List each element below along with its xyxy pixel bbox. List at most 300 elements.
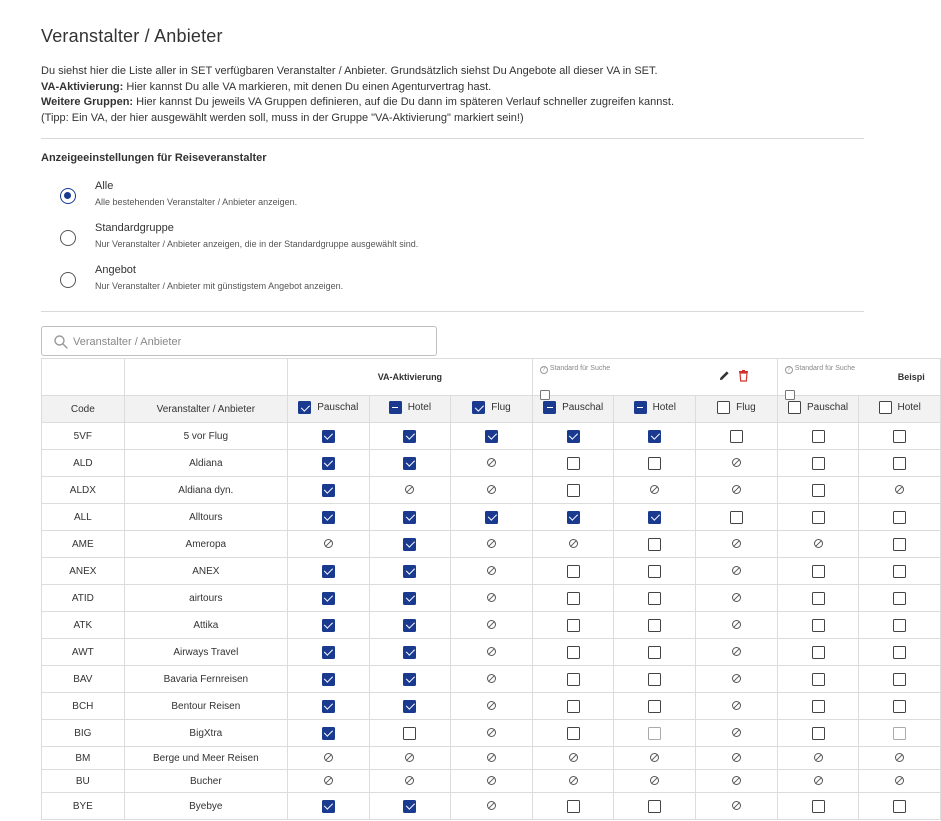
not-available-icon (324, 539, 333, 548)
cell-option (287, 666, 369, 693)
not-available-icon (895, 776, 904, 785)
checkbox[interactable] (812, 800, 825, 813)
cell-option (614, 450, 696, 477)
column-header-code: Code (42, 396, 125, 423)
cell-option (614, 639, 696, 666)
radio-description: Nur Veranstalter / Anbieter mit günstigstem Angebot anzeigen. (95, 281, 344, 291)
cell-name: Ameropa (124, 531, 287, 558)
cell-option (859, 747, 941, 770)
cell-option (859, 585, 941, 612)
column-select-all-checkbox[interactable] (543, 401, 556, 414)
cell-option (777, 720, 859, 747)
cell-option (532, 770, 614, 793)
not-available-icon (487, 701, 496, 710)
cell-option (287, 747, 369, 770)
cell-option (451, 450, 533, 477)
not-available-icon (732, 485, 741, 494)
intro-line-3: Weitere Gruppen: Hier kannst Du jeweils VA Gruppen definieren, auf die Du dann im späteren Verlauf schneller zugreifen kannst. (41, 96, 675, 108)
checkbox[interactable] (322, 592, 335, 605)
checkbox[interactable] (567, 800, 580, 813)
checkbox[interactable] (893, 673, 906, 686)
cell-option (369, 558, 451, 585)
column-header-pauschal: Pauschal (777, 396, 859, 423)
cell-option (777, 585, 859, 612)
table-row (42, 450, 941, 477)
column-select-all-checkbox[interactable] (879, 401, 892, 414)
cell-option (532, 639, 614, 666)
not-available-icon (732, 458, 741, 467)
cell-option (859, 793, 941, 820)
not-available-icon (487, 458, 496, 467)
cell-option (859, 666, 941, 693)
cell-name: Berge und Meer Reisen (124, 747, 287, 770)
cell-option (451, 531, 533, 558)
checkbox[interactable] (648, 800, 661, 813)
cell-option (777, 531, 859, 558)
checkbox[interactable] (485, 511, 498, 524)
cell-option (532, 531, 614, 558)
not-available-icon (732, 566, 741, 575)
radio-option-angebot[interactable] (60, 264, 660, 304)
cell-option (287, 531, 369, 558)
checkbox[interactable] (812, 457, 825, 470)
radio-label: Angebot (95, 264, 136, 276)
cell-option (696, 558, 778, 585)
cell-option (614, 558, 696, 585)
checkbox[interactable] (567, 511, 580, 524)
checkbox[interactable] (567, 430, 580, 443)
not-available-icon (324, 753, 333, 762)
radio-option-alle[interactable] (60, 180, 660, 220)
cell-option (532, 423, 614, 450)
cell-option (859, 504, 941, 531)
cell-option (777, 747, 859, 770)
column-header-hotel: Hotel (369, 396, 451, 423)
cell-option (777, 666, 859, 693)
cell-option (451, 666, 533, 693)
column-select-all-checkbox[interactable] (389, 401, 402, 414)
cell-option (287, 720, 369, 747)
cell-option (451, 720, 533, 747)
group-header-standard (532, 359, 777, 396)
header-empty (42, 359, 125, 396)
cell-code: ATID (42, 585, 125, 612)
checkbox[interactable] (567, 484, 580, 497)
cell-code: BYE (42, 793, 125, 820)
radio-button[interactable] (60, 230, 76, 246)
cell-option (287, 504, 369, 531)
cell-option (532, 747, 614, 770)
cell-option (859, 770, 941, 793)
cell-option (287, 423, 369, 450)
table-row (42, 666, 941, 693)
column-select-all-checkbox[interactable] (788, 401, 801, 414)
checkbox[interactable] (893, 727, 906, 740)
trash-icon[interactable] (739, 370, 748, 381)
not-available-icon (650, 485, 659, 494)
checkbox[interactable] (322, 800, 335, 813)
cell-option (369, 585, 451, 612)
cell-option (777, 693, 859, 720)
not-available-icon (405, 776, 414, 785)
cell-option (696, 504, 778, 531)
cell-option (532, 666, 614, 693)
checkbox[interactable] (812, 619, 825, 632)
cell-option (451, 477, 533, 504)
cell-code: ANEX (42, 558, 125, 585)
cell-option (777, 612, 859, 639)
not-available-icon (487, 753, 496, 762)
checkbox[interactable] (648, 673, 661, 686)
cell-name: Bentour Reisen (124, 693, 287, 720)
not-available-icon (487, 728, 496, 737)
cell-option (287, 612, 369, 639)
checkbox[interactable] (403, 700, 416, 713)
standard-for-search-checkbox[interactable] (540, 390, 550, 400)
cell-option (614, 504, 696, 531)
cell-option (614, 793, 696, 820)
cell-option (532, 558, 614, 585)
cell-option (859, 558, 941, 585)
cell-option (287, 450, 369, 477)
cell-option (369, 504, 451, 531)
not-available-icon (487, 776, 496, 785)
checkbox[interactable] (648, 700, 661, 713)
checkbox[interactable] (567, 565, 580, 578)
checkbox[interactable] (403, 430, 416, 443)
cell-option (451, 639, 533, 666)
cell-option (451, 693, 533, 720)
radio-description: Alle bestehenden Veranstalter / Anbieter anzeigen. (95, 197, 298, 207)
checkbox[interactable] (812, 727, 825, 740)
standard-info: ? Standard für Suche (540, 365, 610, 374)
checkbox[interactable] (322, 727, 335, 740)
column-header-flug: Flug (451, 396, 533, 423)
checkbox[interactable] (648, 727, 661, 740)
cell-option (369, 531, 451, 558)
cell-code: AME (42, 531, 125, 558)
checkbox[interactable] (648, 538, 661, 551)
checkbox[interactable] (403, 511, 416, 524)
checkbox[interactable] (322, 646, 335, 659)
checkbox[interactable] (403, 619, 416, 632)
checkbox[interactable] (893, 565, 906, 578)
cell-option (614, 477, 696, 504)
not-available-icon (895, 753, 904, 762)
cell-option (696, 612, 778, 639)
cell-option (696, 720, 778, 747)
cell-option (859, 423, 941, 450)
cell-option (614, 720, 696, 747)
cell-option (696, 531, 778, 558)
checkbox[interactable] (893, 430, 906, 443)
not-available-icon (650, 753, 659, 762)
intro-line-2: VA-Aktivierung: Hier kannst Du alle VA markieren, mit denen Du einen Agenturvertrag hast. (41, 80, 492, 93)
checkbox[interactable] (812, 430, 825, 443)
checkbox[interactable] (893, 511, 906, 524)
group-header-beispiel (777, 359, 940, 396)
checkbox[interactable] (730, 511, 743, 524)
cell-option (532, 612, 614, 639)
checkbox[interactable] (812, 673, 825, 686)
table-row (42, 693, 941, 720)
cell-code: BU (42, 770, 125, 793)
cell-option (451, 793, 533, 820)
cell-option (777, 450, 859, 477)
cell-code: BM (42, 747, 125, 770)
radio-button[interactable] (60, 272, 76, 288)
table-row (42, 747, 941, 770)
cell-option (451, 585, 533, 612)
checkbox[interactable] (322, 565, 335, 578)
group-name: Beispi (897, 372, 925, 382)
checkbox[interactable] (567, 592, 580, 605)
checkbox[interactable] (567, 727, 580, 740)
checkbox[interactable] (648, 592, 661, 605)
checkbox[interactable] (403, 538, 416, 551)
radio-option-standardgruppe[interactable] (60, 222, 660, 262)
cell-code: ALL (42, 504, 125, 531)
radio-label: Standardgruppe (95, 222, 174, 234)
checkbox[interactable] (322, 511, 335, 524)
not-available-icon (732, 801, 741, 810)
checkbox[interactable] (403, 673, 416, 686)
checkbox[interactable] (322, 457, 335, 470)
checkbox[interactable] (403, 800, 416, 813)
table-row (42, 477, 941, 504)
checkbox[interactable] (648, 565, 661, 578)
radio-button[interactable] (60, 188, 76, 204)
cell-option (859, 693, 941, 720)
not-available-icon (732, 539, 741, 548)
cell-option (696, 770, 778, 793)
cell-option (451, 558, 533, 585)
checkbox[interactable] (322, 700, 335, 713)
column-header-pauschal: Pauschal (287, 396, 369, 423)
checkbox[interactable] (322, 430, 335, 443)
cell-option (614, 747, 696, 770)
checkbox[interactable] (812, 484, 825, 497)
cell-option (287, 793, 369, 820)
divider (41, 138, 864, 139)
checkbox[interactable] (893, 646, 906, 659)
display-settings-heading: Anzeigeeinstellungen für Reiseveranstalter (41, 152, 267, 164)
cell-option (369, 793, 451, 820)
checkbox[interactable] (812, 646, 825, 659)
not-available-icon (732, 753, 741, 762)
checkbox[interactable] (403, 565, 416, 578)
cell-option (614, 585, 696, 612)
checkbox[interactable] (485, 430, 498, 443)
cell-option (369, 477, 451, 504)
cell-name: airtours (124, 585, 287, 612)
cell-name: Alltours (124, 504, 287, 531)
search-input[interactable] (73, 333, 428, 350)
column-header-flug: Flug (696, 396, 778, 423)
cell-option (369, 423, 451, 450)
cell-option (369, 770, 451, 793)
info-icon: ? (540, 366, 548, 374)
cell-option (451, 612, 533, 639)
checkbox[interactable] (403, 457, 416, 470)
checkbox[interactable] (322, 673, 335, 686)
cell-option (614, 531, 696, 558)
not-available-icon (895, 485, 904, 494)
checkbox[interactable] (403, 592, 416, 605)
cell-option (287, 639, 369, 666)
cell-code: ALDX (42, 477, 125, 504)
cell-option (369, 693, 451, 720)
not-available-icon (732, 620, 741, 629)
column-select-all-checkbox[interactable] (717, 401, 730, 414)
not-available-icon (732, 728, 741, 737)
cell-option (532, 450, 614, 477)
table-row (42, 770, 941, 793)
cell-option (287, 770, 369, 793)
not-available-icon (487, 674, 496, 683)
cell-option (859, 450, 941, 477)
provider-table (41, 358, 925, 821)
cell-name: Aldiana (124, 450, 287, 477)
cell-name: Aldiana dyn. (124, 477, 287, 504)
cell-code: BCH (42, 693, 125, 720)
checkbox[interactable] (403, 727, 416, 740)
cell-option (777, 423, 859, 450)
checkbox[interactable] (812, 565, 825, 578)
cell-option (369, 720, 451, 747)
not-available-icon (487, 801, 496, 810)
cell-option (451, 747, 533, 770)
not-available-icon (732, 593, 741, 602)
checkbox[interactable] (648, 619, 661, 632)
cell-option (369, 639, 451, 666)
cell-option (859, 639, 941, 666)
standard-for-search-checkbox[interactable] (785, 390, 795, 400)
cell-option (287, 693, 369, 720)
search-field[interactable] (41, 326, 437, 356)
not-available-icon (324, 776, 333, 785)
checkbox[interactable] (812, 511, 825, 524)
cell-option (614, 423, 696, 450)
checkbox[interactable] (893, 800, 906, 813)
intro-text (41, 64, 674, 126)
checkbox[interactable] (648, 511, 661, 524)
table-row (42, 639, 941, 666)
cell-option (287, 558, 369, 585)
cell-code: ALD (42, 450, 125, 477)
cell-name: Byebye (124, 793, 287, 820)
checkbox[interactable] (322, 484, 335, 497)
standard-info: ? Standard für Suche (785, 365, 855, 374)
not-available-icon (732, 776, 741, 785)
cell-option (532, 793, 614, 820)
table-row (42, 531, 941, 558)
cell-option (777, 793, 859, 820)
cell-code: 5VF (42, 423, 125, 450)
not-available-icon (487, 566, 496, 575)
checkbox[interactable] (648, 646, 661, 659)
checkbox[interactable] (893, 619, 906, 632)
cell-option (696, 693, 778, 720)
cell-option (287, 585, 369, 612)
cell-option (859, 720, 941, 747)
column-header-hotel: Hotel (614, 396, 696, 423)
intro-line-1: Du siehst hier die Liste aller in SET verfügbaren Veranstalter / Anbieter. Grundsätzlich siehst Du Angebote all dieser VA in SET. (41, 65, 658, 77)
not-available-icon (405, 753, 414, 762)
checkbox[interactable] (730, 430, 743, 443)
cell-option (369, 747, 451, 770)
cell-option (859, 531, 941, 558)
checkbox[interactable] (567, 646, 580, 659)
cell-code: BAV (42, 666, 125, 693)
cell-code: BIG (42, 720, 125, 747)
checkbox[interactable] (893, 457, 906, 470)
table-row (42, 720, 941, 747)
table-row (42, 423, 941, 450)
checkbox[interactable] (322, 619, 335, 632)
cell-option (777, 558, 859, 585)
cell-name: Airways Travel (124, 639, 287, 666)
cell-name: 5 vor Flug (124, 423, 287, 450)
checkbox[interactable] (403, 646, 416, 659)
checkbox[interactable] (567, 457, 580, 470)
table-row (42, 558, 941, 585)
cell-name: Bavaria Fernreisen (124, 666, 287, 693)
checkbox[interactable] (567, 619, 580, 632)
cell-option (614, 770, 696, 793)
not-available-icon (569, 776, 578, 785)
checkbox[interactable] (648, 457, 661, 470)
cell-option (859, 612, 941, 639)
cell-option (532, 585, 614, 612)
cell-option (451, 770, 533, 793)
table-row (42, 504, 941, 531)
column-select-all-checkbox[interactable] (472, 401, 485, 414)
pencil-icon[interactable] (719, 370, 730, 381)
intro-line-4: (Tipp: Ein VA, der hier ausgewählt werden soll, muss in der Gruppe "VA-Aktivierung" markiert sein!) (41, 111, 524, 124)
column-header-hotel: Hotel (859, 396, 941, 423)
header-empty (124, 359, 287, 396)
checkbox[interactable] (893, 700, 906, 713)
cell-name: ANEX (124, 558, 287, 585)
table-row (42, 793, 941, 820)
cell-option (696, 477, 778, 504)
cell-option (532, 477, 614, 504)
cell-option (696, 793, 778, 820)
cell-option (451, 423, 533, 450)
checkbox[interactable] (567, 673, 580, 686)
cell-option (532, 693, 614, 720)
checkbox[interactable] (893, 592, 906, 605)
cell-code: AWT (42, 639, 125, 666)
checkbox[interactable] (648, 430, 661, 443)
column-select-all-checkbox[interactable] (634, 401, 647, 414)
divider (41, 311, 864, 312)
not-available-icon (569, 539, 578, 548)
column-header-pauschal: Pauschal (532, 396, 614, 423)
checkbox[interactable] (812, 700, 825, 713)
checkbox[interactable] (893, 538, 906, 551)
cell-option (777, 477, 859, 504)
page-title: Veranstalter / Anbieter (41, 26, 223, 46)
radio-label: Alle (95, 180, 114, 192)
column-header-name: Veranstalter / Anbieter (124, 396, 287, 423)
column-select-all-checkbox[interactable] (298, 401, 311, 414)
checkbox[interactable] (812, 592, 825, 605)
cell-option (369, 612, 451, 639)
cell-option (696, 423, 778, 450)
checkbox[interactable] (567, 700, 580, 713)
